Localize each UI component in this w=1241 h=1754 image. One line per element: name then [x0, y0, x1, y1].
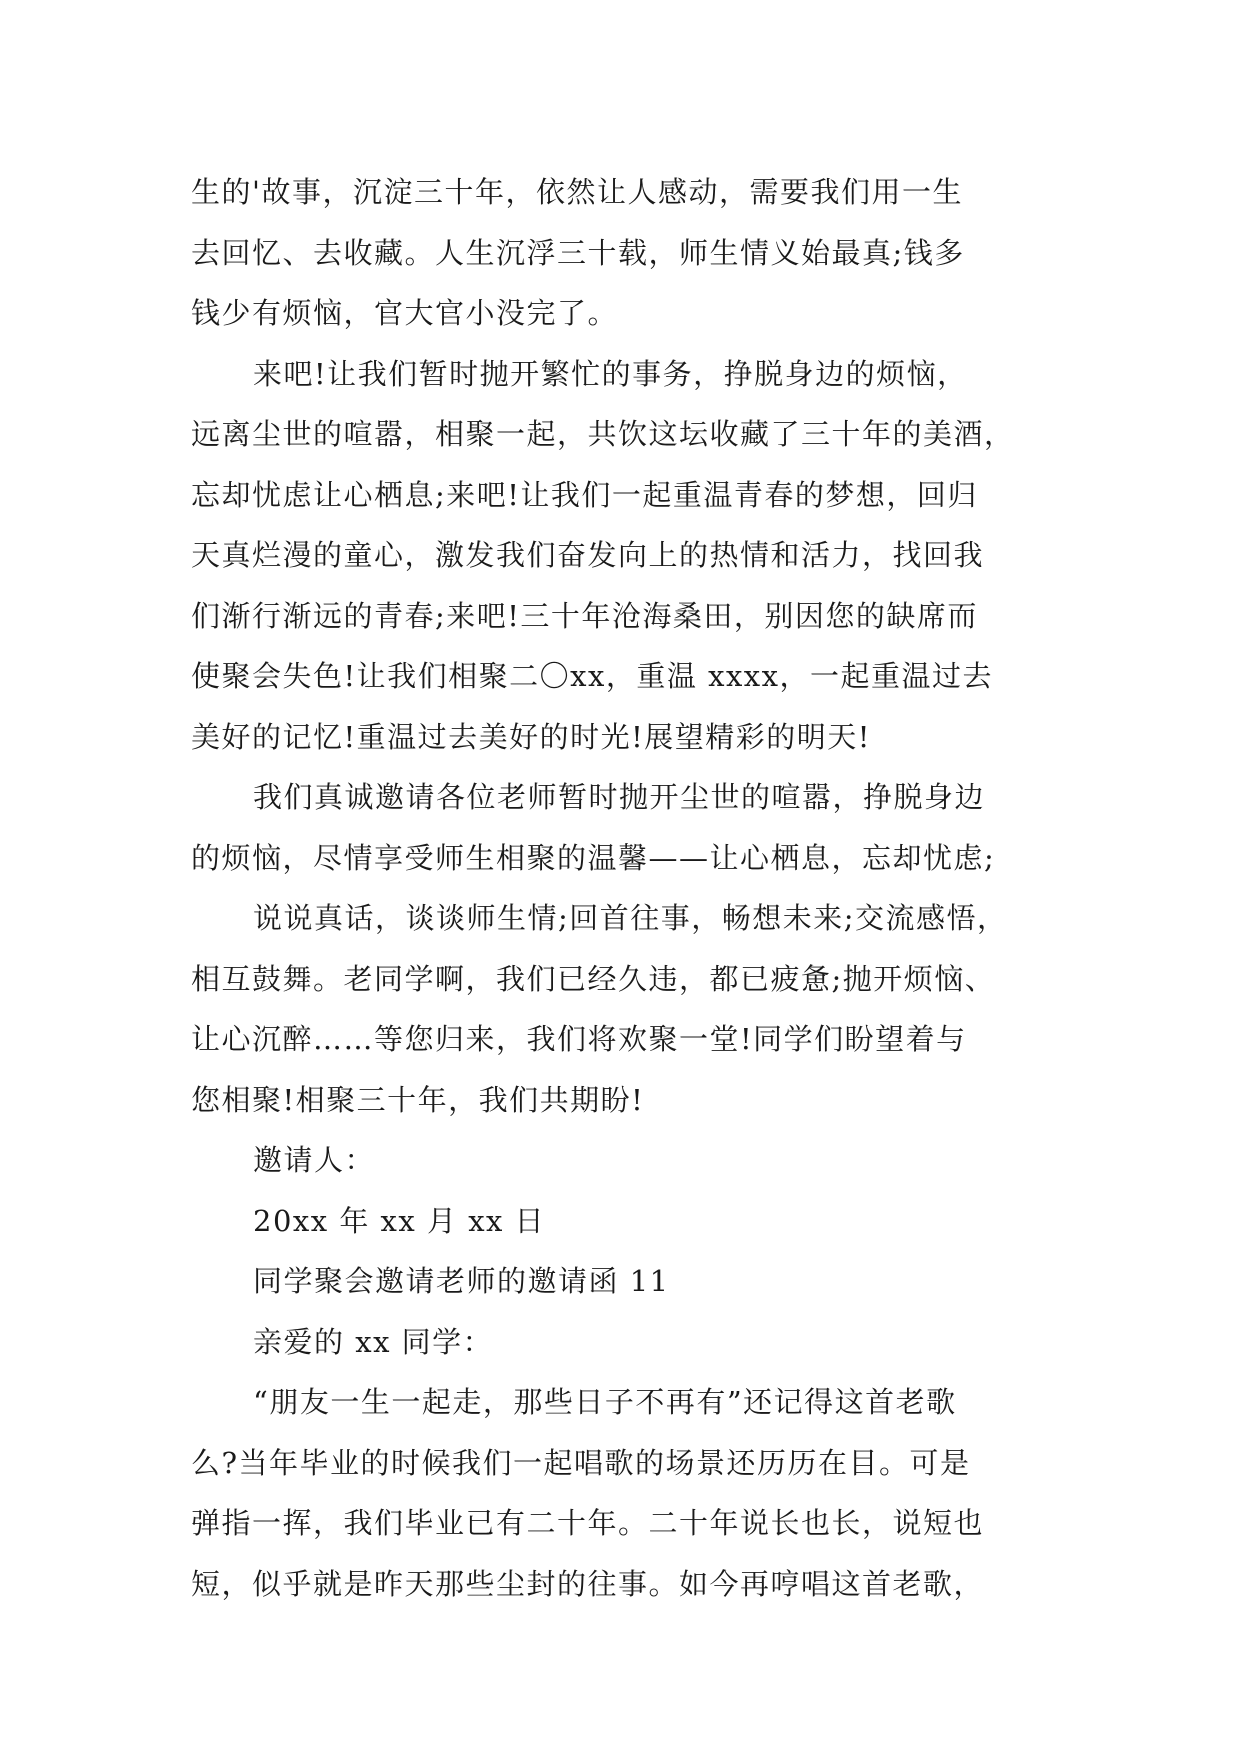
section-title: 同学聚会邀请老师的邀请函 11 — [253, 1264, 670, 1298]
text-line: 使聚会失色!让我们相聚二〇xx，重温 xxxx，一起重温过去 — [191, 659, 994, 693]
paragraph-start-line: 说说真话，谈谈师生情;回首往事，畅想未来;交流感悟， — [253, 901, 1008, 935]
text-line: 相互鼓舞。老同学啊，我们已经久违，都已疲惫;抛开烦恼、 — [191, 961, 996, 996]
document-body — [191, 162, 1051, 1614]
text-line: 们渐行渐远的青春;来吧!三十年沧海桑田，别因您的缺席而 — [191, 598, 978, 633]
text-line: 远离尘世的喧嚣，相聚一起，共饮这坛收藏了三十年的美酒， — [191, 417, 1015, 451]
text-line: 短，似乎就是昨天那些尘封的往事。如今再哼唱这首老歌， — [191, 1566, 985, 1601]
text-line: 美好的记忆!重温过去美好的时光!展望精彩的明天! — [191, 719, 871, 754]
inviter-label: 邀请人： — [253, 1143, 376, 1177]
text-line: 天真烂漫的童心，激发我们奋发向上的热情和活力，找回我 — [191, 538, 985, 572]
paragraph-start-line: 我们真诚邀请各位老师暂时抛开尘世的喧嚣，挣脱身边 — [253, 780, 986, 814]
text-line: 去回忆、去收藏。人生沉浮三十载，师生情义始最真;钱多 — [191, 235, 965, 270]
text-line: 忘却忧虑让心栖息;来吧!让我们一起重温青春的梦想，回归 — [191, 477, 978, 512]
text-line: 弹指一挥，我们毕业已有二十年。二十年说长也长，说短也 — [191, 1506, 985, 1540]
text-line: 的烦恼，尽情享受师生相聚的温馨——让心栖息，忘却忧虑; — [191, 840, 996, 875]
paragraph-start-line: 来吧!让我们暂时抛开繁忙的事务，挣脱身边的烦恼， — [253, 356, 968, 391]
text-line: 您相聚!相聚三十年，我们共期盼! — [191, 1082, 645, 1117]
paragraph-start-line: “朋友一生一起走，那些日子不再有”还记得这首老歌 — [253, 1385, 957, 1419]
text-line: 钱少有烦恼，官大官小没完了。 — [191, 296, 619, 330]
text-line: 么?当年毕业的时候我们一起唱歌的场景还历历在目。可是 — [191, 1445, 971, 1480]
date-line: 20xx 年 xx 月 xx 日 — [253, 1203, 546, 1238]
salutation: 亲爱的 xx 同学： — [253, 1324, 494, 1359]
text-line: 让心沉醉……等您归来，我们将欢聚一堂!同学们盼望着与 — [191, 1022, 967, 1056]
text-line: 生的'故事，沉淀三十年，依然让人感动，需要我们用一生 — [191, 175, 963, 209]
